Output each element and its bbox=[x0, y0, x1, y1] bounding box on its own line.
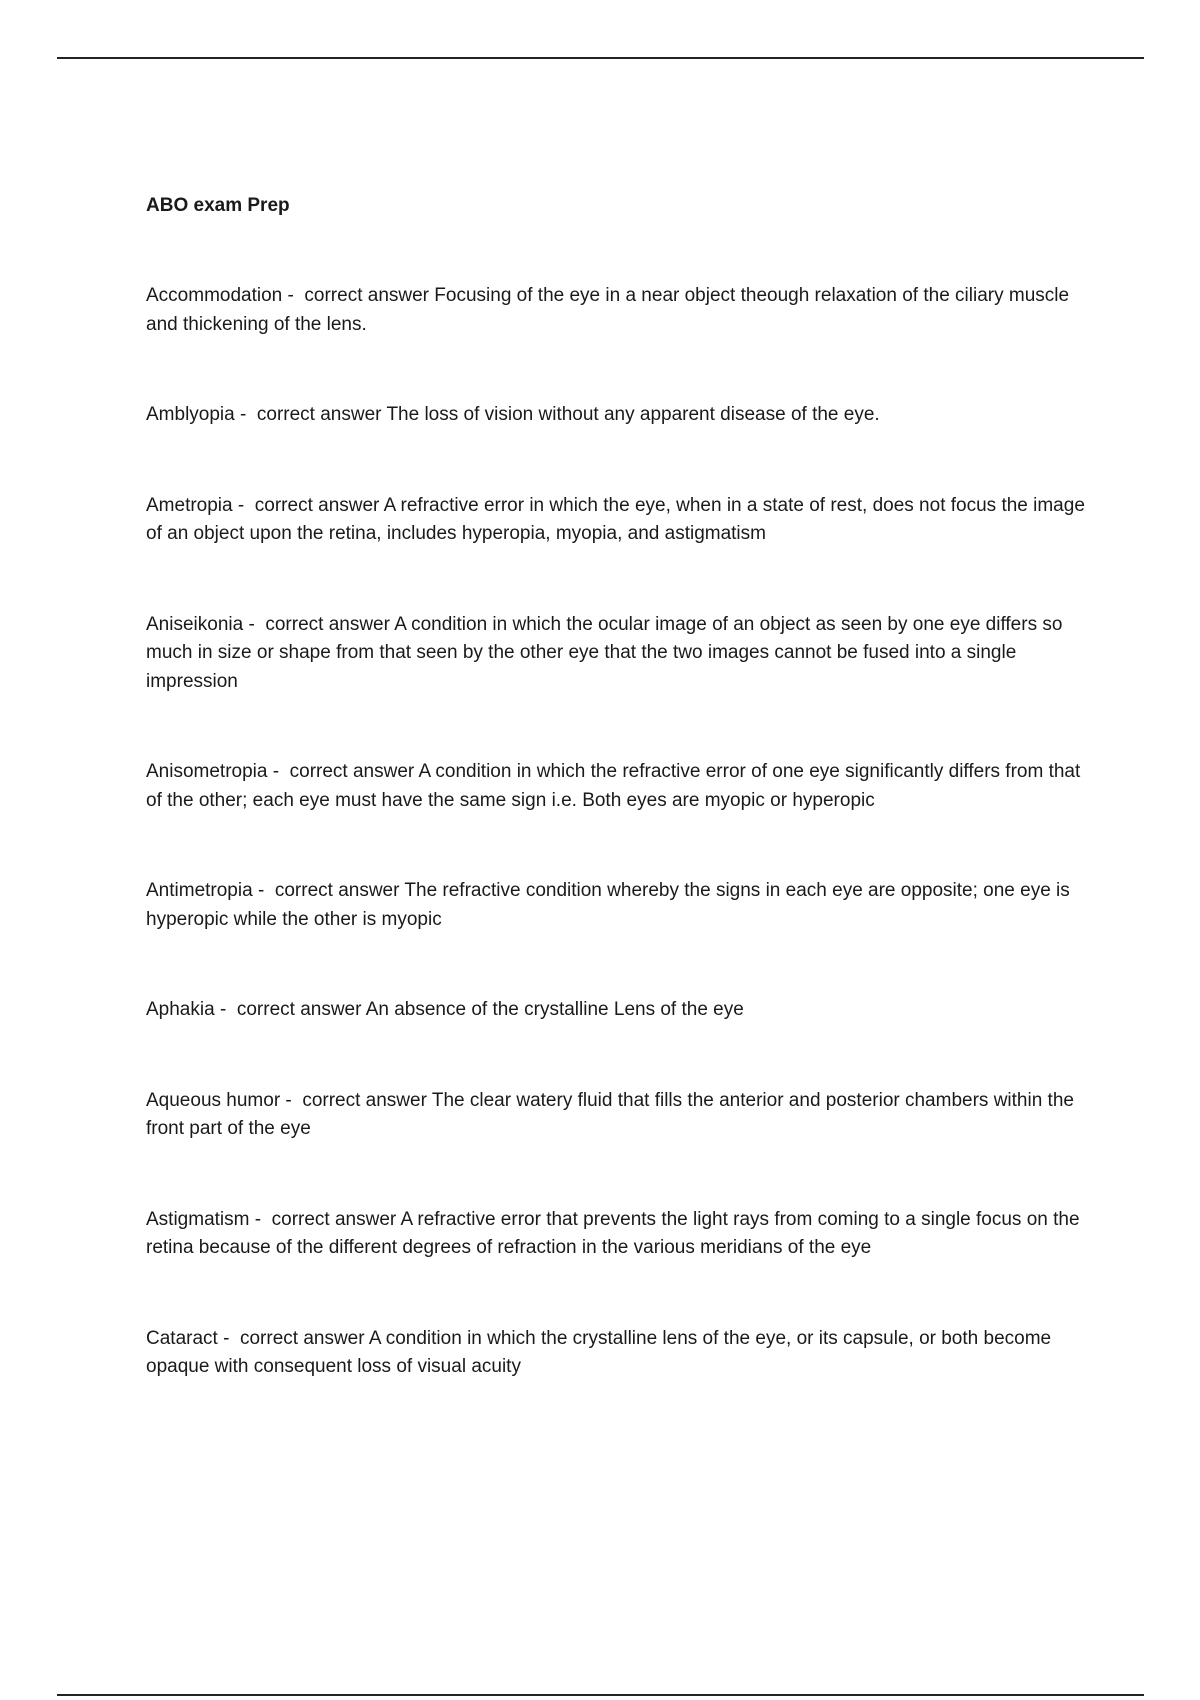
entry-term: Amblyopia bbox=[146, 404, 235, 425]
entry-label: correct answer bbox=[289, 761, 415, 782]
entry-definition: A refractive error in which the eye, when in a state of rest, does not focus the image of an object upon the retina, includes hyperopia, myopia, and astigmatism bbox=[146, 494, 1085, 544]
entry-label: correct answer bbox=[302, 1089, 427, 1111]
list-item: Astigmatism - correct answer A refractive error that prevents the light rays from coming to a single focus on the retina because of the different degrees of refraction in the various meridians of the eye bbox=[146, 1208, 1080, 1258]
entry-label: correct answer bbox=[274, 880, 400, 901]
entry-term: Antimetropia bbox=[146, 880, 253, 901]
entry-term: Accommodation bbox=[146, 285, 283, 306]
list-item: Anisometropia - correct answer A condition in which the refractive error of one eye significantly differs from that of the other; each eye must have the same sign i.e. Both eyes are myopic or hyperopic bbox=[146, 761, 1081, 811]
entry-label: correct answer bbox=[254, 494, 380, 516]
list-item: Ametropia - correct answer A refractive error in which the eye, when in a state of rest, does not focus the image of an object upon the retina, includes hyperopia, myopia, and astigmatism bbox=[146, 494, 1085, 544]
entry-label: correct answer bbox=[265, 613, 390, 635]
entry-term: Ametropia bbox=[146, 494, 233, 516]
entry-label: correct answer bbox=[256, 404, 382, 425]
entry-definition: A condition in which the refractive error of one eye significantly differs from that of the other; each eye must have the same sign i.e. Both eyes are myopic or hyperopic bbox=[146, 761, 1081, 811]
list-item: Aphakia - correct answer An absence of the crystalline Lens of the eye bbox=[146, 999, 744, 1020]
entry-label: correct answer bbox=[271, 1208, 397, 1230]
top-rule bbox=[57, 57, 1144, 59]
list-item: Amblyopia - correct answer The loss of vision without any apparent disease of the eye. bbox=[146, 404, 880, 425]
entry-definition: A refractive error that prevents the light rays from coming to a single focus on the retina because of the different degrees of refraction in the various meridians of the eye bbox=[146, 1208, 1080, 1258]
entry-definition: The loss of vision without any apparent disease of the eye. bbox=[386, 404, 880, 425]
entry-term: Aqueous humor bbox=[146, 1089, 281, 1111]
entry-definition: Focusing of the eye in a near object theough relaxation of the ciliary muscle and thickening of the lens. bbox=[146, 285, 1070, 335]
entry-term: Aniseikonia bbox=[146, 613, 244, 635]
entry-definition: The clear watery fluid that fills the anterior and posterior chambers within the front part of the eye bbox=[146, 1089, 1074, 1139]
list-item: Cataract - correct answer A condition in which the crystalline lens of the eye, or its capsule, or both become opaque with consequent loss of visual acuity bbox=[146, 1327, 1052, 1377]
entry-term: Aphakia bbox=[146, 999, 215, 1020]
entry-term: Astigmatism bbox=[146, 1208, 250, 1230]
document-body bbox=[146, 192, 1096, 1382]
list-item: Aniseikonia - correct answer A condition in which the ocular image of an object as seen by one eye differs so much in size or shape from that seen by the other eye that the two images cannot be fused into a single impression bbox=[146, 613, 1063, 692]
page-title: ABO exam Prep bbox=[146, 195, 290, 216]
entry-definition: A condition in which the ocular image of an object as seen by one eye differs so much in size or shape from that seen by the other eye that the two images cannot be fused into a single impression bbox=[146, 613, 1063, 692]
entry-definition: An absence of the crystalline Lens of the eye bbox=[365, 999, 744, 1020]
entry-definition: A condition in which the crystalline lens of the eye, or its capsule, or both become opaque with consequent loss of visual acuity bbox=[146, 1327, 1052, 1377]
entry-definition: The refractive condition whereby the signs in each eye are opposite; one eye is hyperopic while the other is myopic bbox=[146, 880, 1070, 930]
entry-term: Anisometropia bbox=[146, 761, 268, 782]
entry-label: correct answer bbox=[236, 999, 362, 1020]
list-item: Aqueous humor - correct answer The clear watery fluid that fills the anterior and posterior chambers within the front part of the eye bbox=[146, 1089, 1074, 1139]
entry-label: correct answer bbox=[304, 285, 430, 306]
entry-list bbox=[146, 282, 1096, 1382]
entry-term: Cataract bbox=[146, 1327, 218, 1349]
list-item: Accommodation - correct answer Focusing of the eye in a near object theough relaxation of the ciliary muscle and thickening of the lens. bbox=[146, 285, 1070, 335]
bottom-rule bbox=[57, 1694, 1144, 1696]
list-item: Antimetropia - correct answer The refractive condition whereby the signs in each eye are opposite; one eye is hyperopic while the other is myopic bbox=[146, 880, 1070, 930]
entry-label: correct answer bbox=[239, 1327, 365, 1349]
